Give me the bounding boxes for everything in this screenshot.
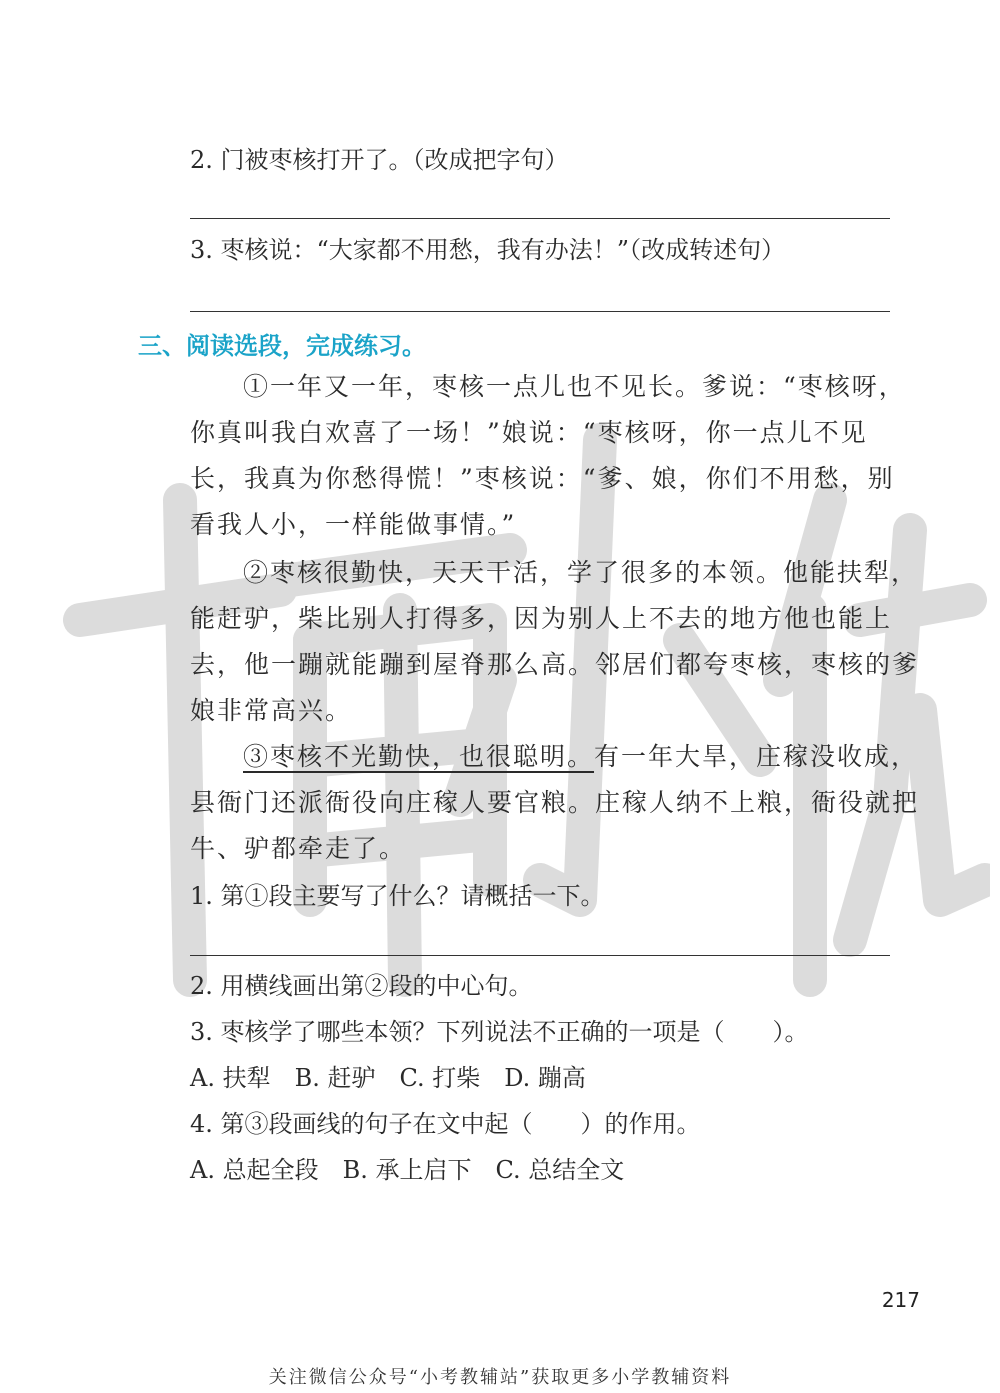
- passage-line: ②枣核很勤快，天天干活，学了很多的本领。他能扶犁，: [243, 558, 919, 587]
- exercise-question-3: 3. 枣核学了哪些本领？下列说法不正确的一项是（ ）。: [190, 1018, 809, 1046]
- passage-line: ①一年又一年，枣核一点儿也不见长。爹说：“枣核呀，: [243, 372, 906, 401]
- footer-note: 关注微信公众号“小考教辅站”获取更多小学教辅资料: [268, 1367, 732, 1388]
- passage-text: 有一年大旱，庄稼没收成，: [594, 742, 919, 771]
- question-rewrite-indirect-speech: 3. 枣核说：“大家都不用愁，我有办法！”（改成转述句）: [190, 236, 786, 264]
- exercise-question-2: 2. 用横线画出第②段的中心句。: [190, 972, 533, 1000]
- exercise-question-3-options: A. 扶犁 B. 赶驴 C. 打柴 D. 蹦高: [190, 1064, 586, 1092]
- passage-line: 能赶驴，柴比别人打得多，因为别人上不去的地方他也能上: [190, 604, 893, 633]
- underlined-sentence: ③枣核不光勤快，也很聪明。: [243, 742, 595, 771]
- passage-line: 你真叫我白欢喜了一场！”娘说：“枣核呀，你一点儿不见: [190, 418, 868, 447]
- section-title: 三、阅读选段，完成练习。: [138, 332, 426, 360]
- passage-line: [243, 740, 918, 774]
- exercise-question-4-options: A. 总起全段 B. 承上启下 C. 总结全文: [190, 1156, 625, 1184]
- passage-line: 去，他一蹦就能蹦到屋脊那么高。邻居们都夸枣核，枣核的爹: [190, 650, 920, 679]
- exercise-question-4: 4. 第③段画线的句子在文中起（ ）的作用。: [190, 1110, 701, 1138]
- passage-line: 长，我真为你愁得慌！”枣核说：“爹、娘，你们不用愁，别: [190, 464, 895, 493]
- answer-line: [190, 955, 890, 956]
- passage-line: 娘非常高兴。: [190, 696, 353, 725]
- page-number: 217: [881, 1288, 920, 1312]
- exercise-question-1: 1. 第①段主要写了什么？请概括一下。: [190, 882, 605, 910]
- answer-line: [190, 218, 890, 219]
- passage-line: 牛、驴都牵走了。: [190, 834, 407, 863]
- answer-line: [190, 311, 890, 312]
- passage-line: 县衙门还派衙役向庄稼人要官粮。庄稼人纳不上粮，衙役就把: [190, 788, 920, 817]
- passage-line: 看我人小，一样能做事情。”: [190, 510, 517, 539]
- question-rewrite-ba-sentence: 2. 门被枣核打开了。（改成把字句）: [190, 146, 569, 174]
